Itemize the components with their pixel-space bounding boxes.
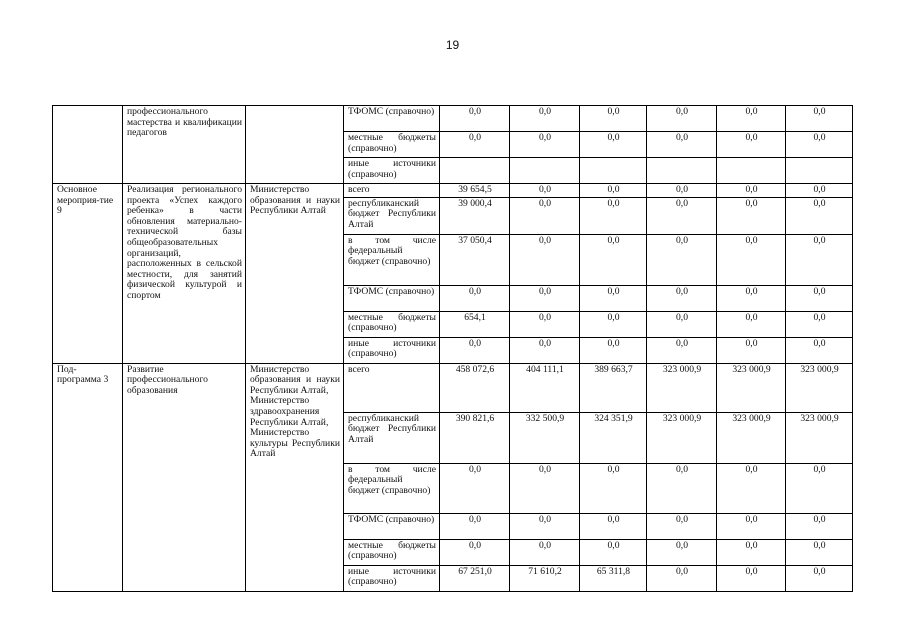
value-cell: 0,0 [510, 311, 580, 337]
value-cell: 0,0 [580, 539, 647, 565]
table-row [53, 106, 853, 132]
value-cell: 0,0 [580, 197, 647, 234]
program-title-cell: профессионального мастерства и квалификации педагогов [123, 106, 246, 184]
value-cell: 0,0 [647, 565, 717, 591]
funding-source-cell: иные источники (справочно) [344, 337, 440, 363]
value-cell: 0,0 [786, 565, 853, 591]
value-cell: 0,0 [717, 197, 786, 234]
value-cell: 0,0 [717, 311, 786, 337]
value-cell: 0,0 [647, 513, 717, 539]
value-cell: 390 821,6 [440, 412, 510, 463]
value-cell: 0,0 [647, 132, 717, 158]
value-cell: 0,0 [786, 463, 853, 513]
table-row [53, 363, 853, 412]
funding-source-cell: иные источники (справочно) [344, 158, 440, 184]
value-cell: 0,0 [580, 285, 647, 311]
value-cell: 0,0 [580, 513, 647, 539]
value-cell: 0,0 [580, 463, 647, 513]
funding-source-cell: иные источники (справочно) [344, 565, 440, 591]
value-cell: 0,0 [717, 106, 786, 132]
value-cell: 0,0 [440, 132, 510, 158]
value-cell: 323 000,9 [717, 412, 786, 463]
value-cell: 323 000,9 [786, 412, 853, 463]
value-cell: 37 050,4 [440, 234, 510, 285]
executor-line: Министерство образования и науки Республики Алтай, [250, 363, 340, 396]
program-title-cell: Реализация регионального проекта «Успех каждого ребенка» в части обновления материально-технической базы общеобразовательных организаций, расположенных в сельской местности, для занятий физической культурой и спортом [123, 184, 246, 364]
value-cell: 0,0 [647, 337, 717, 363]
value-cell: 324 351,9 [580, 412, 647, 463]
funding-source-cell: местные бюджеты (справочно) [344, 311, 440, 337]
value-cell: 0,0 [510, 285, 580, 311]
program-title-cell: Развитие профессионального образования [123, 363, 246, 591]
executor-line: Министерство здравоохранения Республики Алтай, [250, 395, 329, 428]
value-cell: 0,0 [440, 337, 510, 363]
executor-line: Министерство культуры Республики Алтай [250, 427, 340, 460]
funding-source-cell: местные бюджеты (справочно) [344, 132, 440, 158]
executor-cell: Министерство образования и науки Республики Алтай [246, 184, 344, 364]
value-cell: 67 251,0 [440, 565, 510, 591]
value-cell [510, 158, 580, 184]
value-cell: 0,0 [647, 539, 717, 565]
value-cell: 65 311,8 [580, 565, 647, 591]
value-cell: 0,0 [786, 106, 853, 132]
value-cell: 0,0 [510, 539, 580, 565]
page-number: 19 [445, 38, 460, 52]
value-cell: 0,0 [786, 132, 853, 158]
value-cell: 0,0 [510, 106, 580, 132]
value-cell [647, 158, 717, 184]
value-cell: 0,0 [580, 234, 647, 285]
value-cell: 323 000,9 [647, 412, 717, 463]
value-cell: 458 072,6 [440, 363, 510, 412]
value-cell: 0,0 [786, 197, 853, 234]
value-cell: 0,0 [440, 285, 510, 311]
value-cell: 0,0 [580, 311, 647, 337]
value-cell: 0,0 [647, 463, 717, 513]
value-cell: 0,0 [510, 337, 580, 363]
value-cell: 0,0 [440, 513, 510, 539]
value-cell: 0,0 [580, 337, 647, 363]
value-cell: 0,0 [717, 513, 786, 539]
value-cell: 0,0 [647, 106, 717, 132]
funding-source-cell: республиканский бюджет Республики Алтай [344, 412, 440, 463]
program-funding-table [52, 105, 853, 592]
value-cell: 0,0 [786, 234, 853, 285]
value-cell: 0,0 [440, 106, 510, 132]
value-cell: 332 500,9 [510, 412, 580, 463]
value-cell: 323 000,9 [647, 363, 717, 412]
value-cell [786, 158, 853, 184]
value-cell: 0,0 [440, 539, 510, 565]
value-cell: 0,0 [786, 311, 853, 337]
value-cell: 0,0 [510, 234, 580, 285]
value-cell: 654,1 [440, 311, 510, 337]
funding-source-cell: ТФОМС (справочно) [344, 106, 440, 132]
value-cell: 0,0 [647, 184, 717, 198]
value-cell: 0,0 [717, 285, 786, 311]
value-cell: 0,0 [647, 234, 717, 285]
value-cell: 0,0 [440, 463, 510, 513]
value-cell: 0,0 [580, 132, 647, 158]
value-cell [440, 158, 510, 184]
value-cell [580, 158, 647, 184]
value-cell: 323 000,9 [717, 363, 786, 412]
value-cell: 0,0 [510, 132, 580, 158]
funding-source-cell: ТФОМС (справочно) [344, 285, 440, 311]
value-cell: 0,0 [647, 311, 717, 337]
value-cell: 71 610,2 [510, 565, 580, 591]
value-cell: 0,0 [580, 184, 647, 198]
value-cell: 39 000,4 [440, 197, 510, 234]
program-code-cell: Под-программа 3 [53, 363, 123, 591]
value-cell: 0,0 [580, 106, 647, 132]
value-cell: 0,0 [717, 132, 786, 158]
funding-source-cell: местные бюджеты (справочно) [344, 539, 440, 565]
table-row [53, 184, 853, 198]
value-cell: 404 111,1 [510, 363, 580, 412]
program-code-cell: Основное мероприя-тие 9 [53, 184, 123, 364]
value-cell: 0,0 [510, 184, 580, 198]
value-cell: 0,0 [717, 184, 786, 198]
funding-source-cell: ТФОМС (справочно) [344, 513, 440, 539]
funding-source-cell: всего [344, 363, 440, 412]
executor-cell [246, 106, 344, 184]
funding-source-cell: всего [344, 184, 440, 198]
value-cell: 0,0 [786, 285, 853, 311]
value-cell: 0,0 [510, 463, 580, 513]
value-cell: 0,0 [647, 285, 717, 311]
value-cell: 0,0 [510, 513, 580, 539]
value-cell: 0,0 [717, 565, 786, 591]
value-cell: 0,0 [717, 463, 786, 513]
value-cell: 0,0 [717, 337, 786, 363]
value-cell: 323 000,9 [786, 363, 853, 412]
program-code-cell [53, 106, 123, 184]
funding-source-cell: республиканский бюджет Республики Алтай [344, 197, 440, 234]
value-cell: 389 663,7 [580, 363, 647, 412]
value-cell: 0,0 [786, 513, 853, 539]
value-cell: 0,0 [786, 539, 853, 565]
funding-source-cell: в том числе федеральный бюджет (справочно) [344, 234, 440, 285]
value-cell: 0,0 [647, 197, 717, 234]
value-cell: 39 654,5 [440, 184, 510, 198]
value-cell [717, 158, 786, 184]
executor-cell [246, 363, 344, 591]
value-cell: 0,0 [786, 337, 853, 363]
funding-source-cell: в том числе федеральный бюджет (справочно) [344, 463, 440, 513]
value-cell: 0,0 [786, 184, 853, 198]
value-cell: 0,0 [717, 234, 786, 285]
value-cell: 0,0 [510, 197, 580, 234]
value-cell: 0,0 [717, 539, 786, 565]
